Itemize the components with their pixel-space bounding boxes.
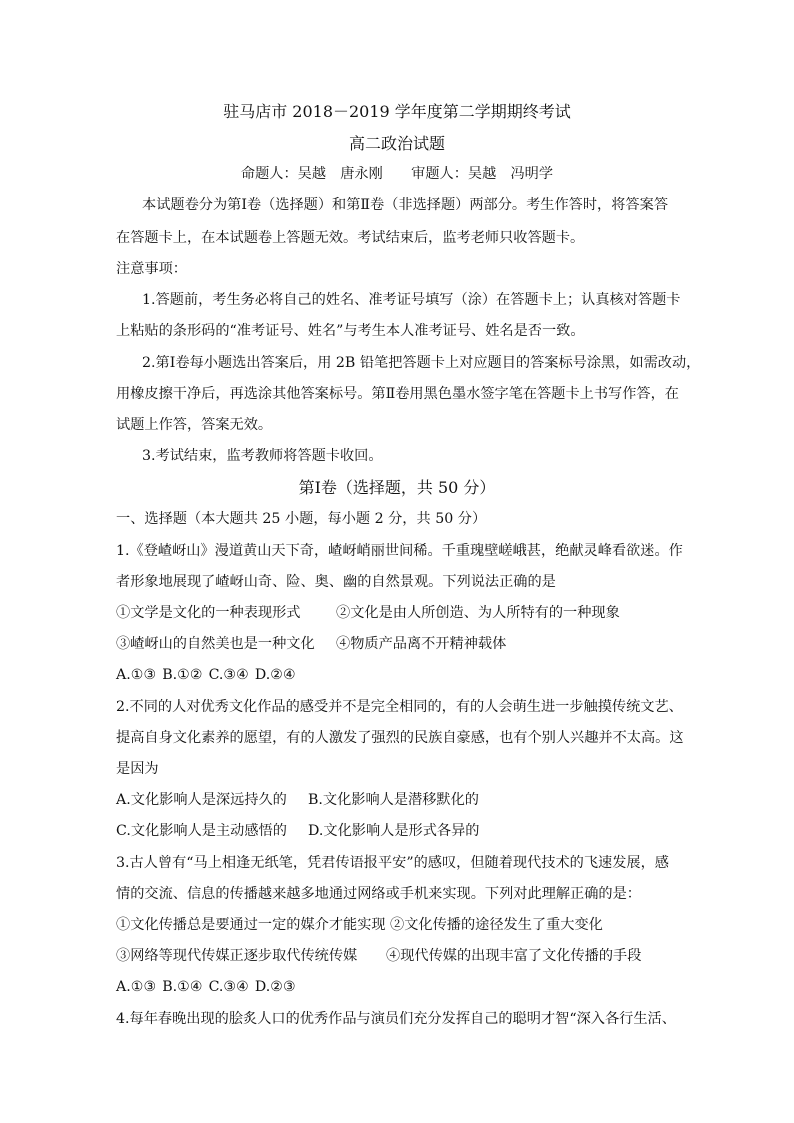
option-item: ①文学是文化的一种表现形式 bbox=[116, 605, 301, 621]
question-2-choices-row bbox=[116, 821, 479, 841]
choice-c: C.③④ bbox=[208, 979, 249, 995]
exam-subtitle: 高二政治试题 bbox=[348, 134, 445, 153]
note-line: 3.考试结束，监考教师将答题卡收回。 bbox=[142, 448, 383, 464]
question-2-stem: 是因为 bbox=[116, 761, 159, 777]
choice-c: C.文化影响人是主动感悟的 bbox=[116, 823, 287, 839]
choice-d: D.②④ bbox=[254, 667, 296, 683]
question-1-options-row bbox=[116, 634, 506, 654]
note-line: 1.答题前，考生务必将自己的姓名、准考证号填写（涂）在答题卡上；认真核对答题卡 bbox=[142, 292, 681, 308]
question-1-stem: 者形象地展现了嵖岈山奇、险、奥、幽的自然景观。下列说法正确的是 bbox=[116, 574, 556, 590]
choice-d: D.文化影响人是形式各异的 bbox=[308, 823, 480, 839]
choice-a: A.①③ bbox=[116, 667, 157, 683]
question-1-stem: 1.《登嵖岈山》漫道黄山天下奇，嵖岈峭丽世间稀。千重瑰壁嵯峨甚，绝献灵峰看欲迷。作 bbox=[116, 543, 683, 559]
choice-a: A.①③ bbox=[116, 979, 157, 995]
question-1-choices bbox=[116, 665, 302, 685]
question-1-options-row bbox=[116, 603, 620, 623]
option-item: ①文化传播总是要通过一定的媒介才能实现 bbox=[116, 917, 386, 933]
notes-heading: 注意事项： bbox=[116, 261, 187, 277]
exam-title: 驻马店市 2018－2019 学年度第二学期期终考试 bbox=[223, 102, 571, 121]
question-2-choices-row bbox=[116, 790, 479, 810]
question-2-stem: 提高自身文化素养的愿望，有的人激发了强烈的民族自豪感，也有个别人兴趣并不太高。这 bbox=[116, 730, 684, 746]
choice-c: C.③④ bbox=[208, 667, 249, 683]
question-3-stem: 情的交流、信息的传播越来越多地通过网络或手机来实现。下列对此理解正确的是： bbox=[116, 886, 641, 902]
note-line: 2.第Ⅰ卷每小题选出答案后，用 2B 铅笔把答题卡上对应题目的答案标号涂黑，如需改动， bbox=[142, 355, 701, 371]
exam-authors: 命题人：吴越 唐永刚 审题人：吴越 冯明学 bbox=[240, 166, 554, 182]
question-3-options-row bbox=[116, 946, 641, 966]
section-title: 第Ⅰ卷（选择题，共 50 分） bbox=[298, 478, 496, 497]
option-item: ④现代传媒的出现丰富了文化传播的手段 bbox=[386, 948, 642, 964]
choice-b: B.文化影响人是潜移默化的 bbox=[308, 792, 479, 808]
choice-b: B.①④ bbox=[162, 979, 203, 995]
question-4-stem: 4.每年春晚出现的脍炙人口的优秀作品与演员们充分发挥自己的聪明才智“深入各行生活、 bbox=[116, 1011, 676, 1027]
option-item: ④物质产品离不开精神载体 bbox=[336, 636, 507, 652]
choice-a: A.文化影响人是深远持久的 bbox=[116, 792, 287, 808]
question-3-options-row bbox=[116, 915, 603, 935]
choice-b: B.①② bbox=[162, 667, 203, 683]
choice-d: D.②③ bbox=[254, 979, 296, 995]
option-item: ③嵖岈山的自然美也是一种文化 bbox=[116, 636, 315, 652]
intro-line: 在答题卡上，在本试题卷上答题无效。考试结束后，监考老师只收答题卡。 bbox=[116, 230, 585, 246]
question-3-choices bbox=[116, 977, 302, 997]
question-3-stem: 3.古人曾有“马上相逢无纸笔，凭君传语报平安”的感叹，但随着现代技术的飞速发展，感 bbox=[116, 855, 669, 871]
option-item: ③网络等现代传媒正逐步取代传统传媒 bbox=[116, 948, 358, 964]
note-line: 试题上作答，答案无效。 bbox=[116, 417, 273, 433]
intro-line: 本试题卷分为第Ⅰ卷（选择题）和第Ⅱ卷（非选择题）两部分。考生作答时，将答案答 bbox=[142, 197, 669, 213]
question-2-stem: 2.不同的人对优秀文化作品的感受并不是完全相同的，有的人会萌生进一步触摸传统文艺、 bbox=[116, 699, 683, 715]
option-item: ②文化是由人所创造、为人所特有的一种现象 bbox=[336, 605, 620, 621]
note-line: 用橡皮擦干净后，再选涂其他答案标号。第Ⅱ卷用黑色墨水签字笔在答题卡上书写作答，在 bbox=[116, 386, 679, 402]
option-item: ②文化传播的途径发生了重大变化 bbox=[390, 917, 603, 933]
note-line: 上粘贴的条形码的“准考证号、姓名”与考生本人准考证号、姓名是否一致。 bbox=[116, 323, 585, 339]
part-heading: 一、选择题（本大题共 25 小题，每小题 2 分，共 50 分） bbox=[116, 511, 487, 527]
